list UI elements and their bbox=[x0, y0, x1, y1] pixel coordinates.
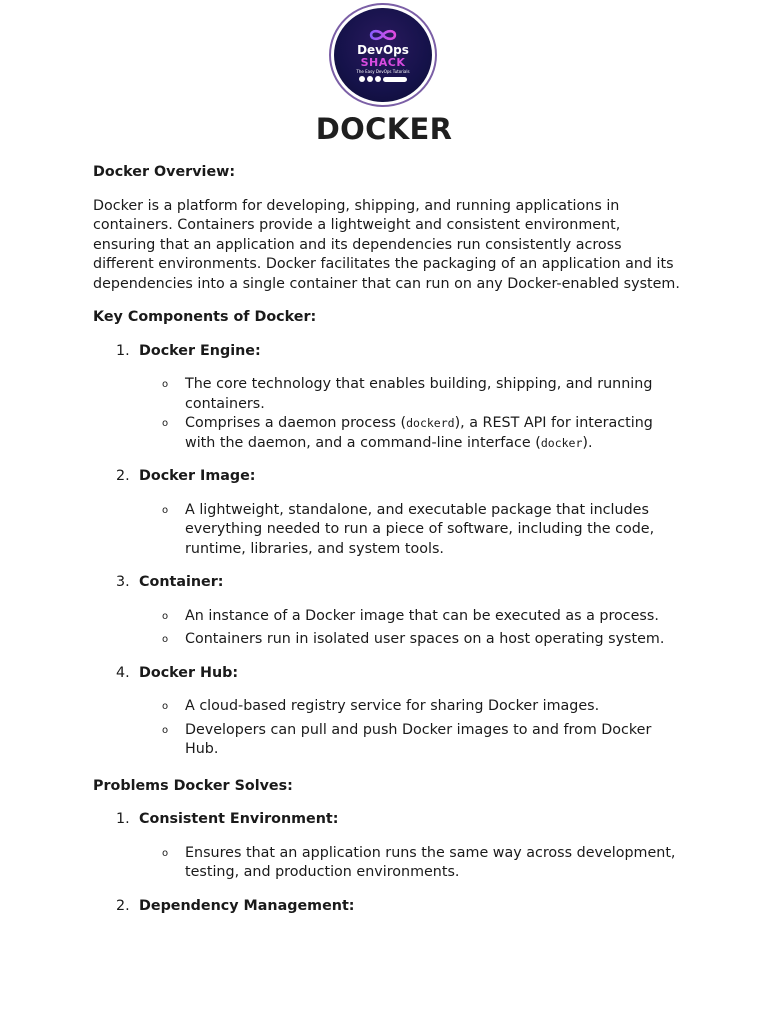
bullet-circle-icon: o bbox=[162, 504, 169, 516]
logo-brand-line2: SHACK bbox=[360, 56, 406, 69]
logo-social-icons bbox=[359, 76, 407, 82]
list-number: 4. bbox=[116, 664, 130, 681]
channel-handle-badge bbox=[383, 77, 407, 82]
bullet-circle-icon: o bbox=[162, 724, 169, 736]
component-item bbox=[93, 664, 683, 684]
overview-paragraph: Docker is a platform for developing, shipping, and running applications in containers. Containers provide a lightweight and consistent environment, ensuring that an application and its dependencies run consistently across different environments. Docker facilitates the packaging of an application and its dependencies into a single container that can run on any Docker-enabled system. bbox=[93, 197, 680, 292]
list-item: o An instance of a Docker image that can be executed as a process. bbox=[93, 607, 683, 627]
list-number: 1. bbox=[116, 811, 130, 827]
list-number: 2. bbox=[116, 897, 130, 914]
component-bullets bbox=[93, 697, 683, 760]
component-bullets bbox=[93, 607, 683, 650]
component-label: Docker Engine: bbox=[139, 342, 261, 359]
problems-heading: Problems Docker Solves: bbox=[93, 777, 293, 794]
components-heading: Key Components of Docker: bbox=[93, 309, 317, 325]
list-number: 1. bbox=[116, 342, 130, 359]
component-item bbox=[93, 467, 683, 487]
list-item: o A cloud-based registry service for sharing Docker images. bbox=[93, 697, 683, 717]
list-item: o Ensures that an application runs the same way across development, testing, and production environments. bbox=[162, 844, 676, 880]
code-docker: docker bbox=[540, 435, 583, 450]
overview-heading: Docker Overview: bbox=[93, 164, 236, 180]
list-item: o A lightweight, standalone, and executable package that includes everything needed to run a piece of software, including the code, runtime, libraries, and system tools. bbox=[162, 501, 655, 557]
page-title: DOCKER bbox=[315, 112, 453, 146]
list-item: o Developers can pull and push Docker images to and from Docker Hub. bbox=[162, 721, 652, 757]
component-label: Docker Image: bbox=[139, 468, 256, 484]
problem-item bbox=[93, 810, 683, 830]
list-item: o Containers run in isolated user spaces on a host operating system. bbox=[93, 630, 683, 650]
problem-label: Consistent Environment: bbox=[139, 811, 339, 827]
bullet-circle-icon: o bbox=[162, 847, 169, 859]
bullet-circle-icon: o bbox=[162, 610, 169, 622]
component-item bbox=[93, 342, 683, 362]
list-number: 2. bbox=[116, 468, 130, 484]
problem-bullets bbox=[93, 844, 683, 883]
bullet-circle-icon: o bbox=[162, 701, 169, 712]
component-label: Docker Hub: bbox=[139, 664, 239, 681]
bullet-circle-icon: o bbox=[162, 418, 169, 429]
code-dockerd: dockerd bbox=[406, 416, 455, 430]
bullet-circle-icon: o bbox=[162, 379, 169, 390]
logo-badge bbox=[334, 8, 432, 102]
infinity-icon bbox=[366, 28, 400, 42]
devops-shack-logo bbox=[329, 3, 437, 107]
instagram-icon bbox=[367, 76, 373, 82]
problem-label: Dependency Management: bbox=[139, 897, 355, 914]
bullet-circle-icon: o bbox=[162, 634, 169, 645]
component-bullets bbox=[93, 501, 683, 560]
document-body bbox=[93, 163, 683, 916]
component-item bbox=[93, 573, 683, 593]
list-item: o Comprises a daemon process (dockerd), a REST API for interacting with the daemon, and a command-line interface (docker). bbox=[162, 415, 653, 451]
component-label: Container: bbox=[139, 574, 224, 590]
youtube-icon bbox=[359, 76, 365, 82]
problem-item bbox=[93, 897, 683, 917]
list-number: 3. bbox=[116, 574, 130, 590]
telegram-icon bbox=[375, 76, 381, 82]
logo-tagline: The Easy DevOps Tutorials bbox=[356, 69, 410, 74]
component-bullets bbox=[93, 375, 683, 453]
logo-brand-line1: DevOps bbox=[357, 43, 409, 57]
list-item: o The core technology that enables building, shipping, and running containers. bbox=[162, 376, 653, 412]
